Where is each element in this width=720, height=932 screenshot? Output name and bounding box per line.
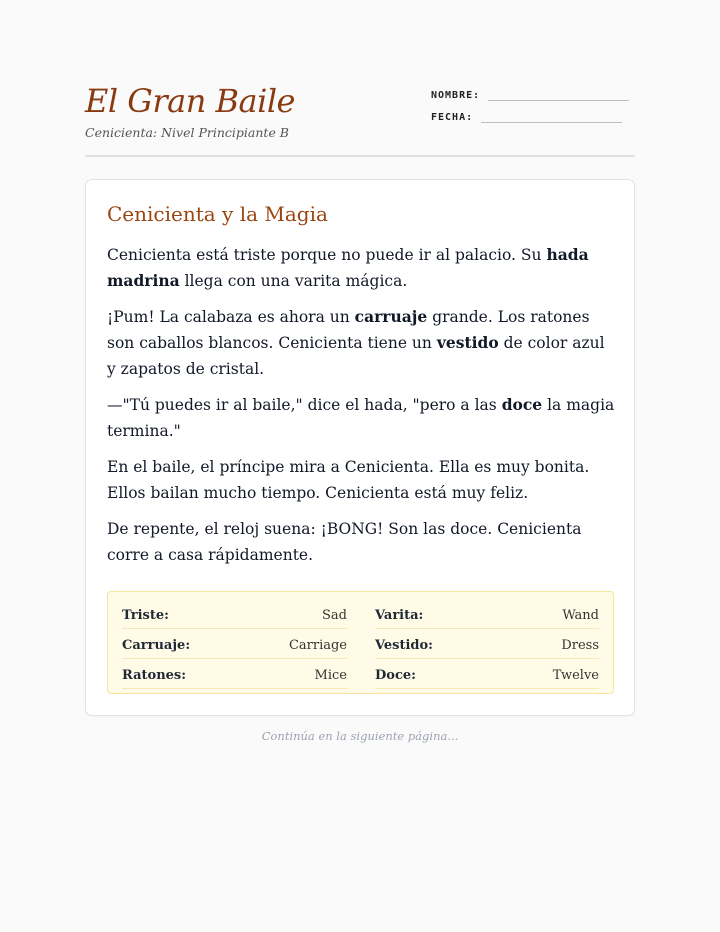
vocabulary-row xyxy=(122,603,347,629)
story-card xyxy=(85,179,635,716)
vocabulary-row xyxy=(122,663,347,689)
vocabulary-definition: Sad xyxy=(322,608,347,623)
paragraph-text: En el baile, el príncipe mira a Cenicienta. Ella es muy bonita. Ellos bailan mucho tiempo. Cenicienta está muy feliz. xyxy=(107,458,590,502)
vocabulary-row xyxy=(375,603,599,629)
story-paragraph xyxy=(107,304,615,382)
paragraph-text: ¡Pum! La calabaza es ahora un xyxy=(107,308,355,326)
name-line xyxy=(488,86,629,101)
date-field xyxy=(431,108,622,123)
story-paragraph xyxy=(107,392,615,444)
page-subtitle: Cenicienta: Nivel Principiante B xyxy=(85,125,289,140)
story-paragraph xyxy=(107,454,615,506)
paragraph-text: la magia termina." xyxy=(107,396,615,440)
vocabulary-term: Triste: xyxy=(122,608,169,623)
vocabulary-definition: Twelve xyxy=(552,668,599,683)
vocabulary-definition: Mice xyxy=(314,668,347,683)
vocabulary-term: Carruaje: xyxy=(122,638,191,653)
story-body xyxy=(107,242,615,578)
vocabulary-term: Ratones: xyxy=(122,668,187,683)
vocab-highlight: carruaje xyxy=(354,307,428,326)
section-title: Cenicienta y la Magia xyxy=(107,202,328,226)
worksheet-header xyxy=(85,0,635,157)
date-label: FECHA: xyxy=(431,112,474,123)
date-line xyxy=(481,108,622,123)
vocabulary-box xyxy=(107,591,614,694)
page-title: El Gran Baile xyxy=(85,82,295,120)
paragraph-text: llega con una varita mágica. xyxy=(179,272,408,290)
continue-note: Continúa en la siguiente página... xyxy=(261,729,459,743)
vocab-highlight: doce xyxy=(501,395,543,414)
vocab-highlight: hada madrina xyxy=(107,245,589,290)
vocabulary-term: Vestido: xyxy=(375,638,433,653)
paragraph-text: De repente, el reloj suena: ¡BONG! Son las doce. Cenicienta corre a casa rápidamente. xyxy=(107,520,582,564)
paragraph-text: de color azul y zapatos de cristal. xyxy=(107,334,605,378)
vocabulary-term: Doce: xyxy=(375,668,416,683)
vocabulary-definition: Dress xyxy=(561,638,599,653)
vocabulary-term: Varita: xyxy=(375,608,424,623)
vocabulary-definition: Carriage xyxy=(288,638,347,653)
story-paragraph xyxy=(107,242,615,294)
vocabulary-row xyxy=(375,633,599,659)
paragraph-text: Cenicienta está triste porque no puede ir al palacio. Su xyxy=(107,246,547,264)
paragraph-text: —"Tú puedes ir al baile," dice el hada, "pero a las xyxy=(107,396,502,414)
story-paragraph xyxy=(107,516,615,568)
vocab-highlight: vestido xyxy=(436,333,499,352)
vocabulary-row xyxy=(375,663,599,689)
name-field xyxy=(431,86,629,101)
worksheet-page xyxy=(85,0,635,743)
vocabulary-row xyxy=(122,633,347,659)
vocabulary-definition: Wand xyxy=(562,608,599,623)
name-label: NOMBRE: xyxy=(431,90,481,101)
paragraph-text: grande. Los ratones son caballos blancos. Cenicienta tiene un xyxy=(107,308,590,352)
